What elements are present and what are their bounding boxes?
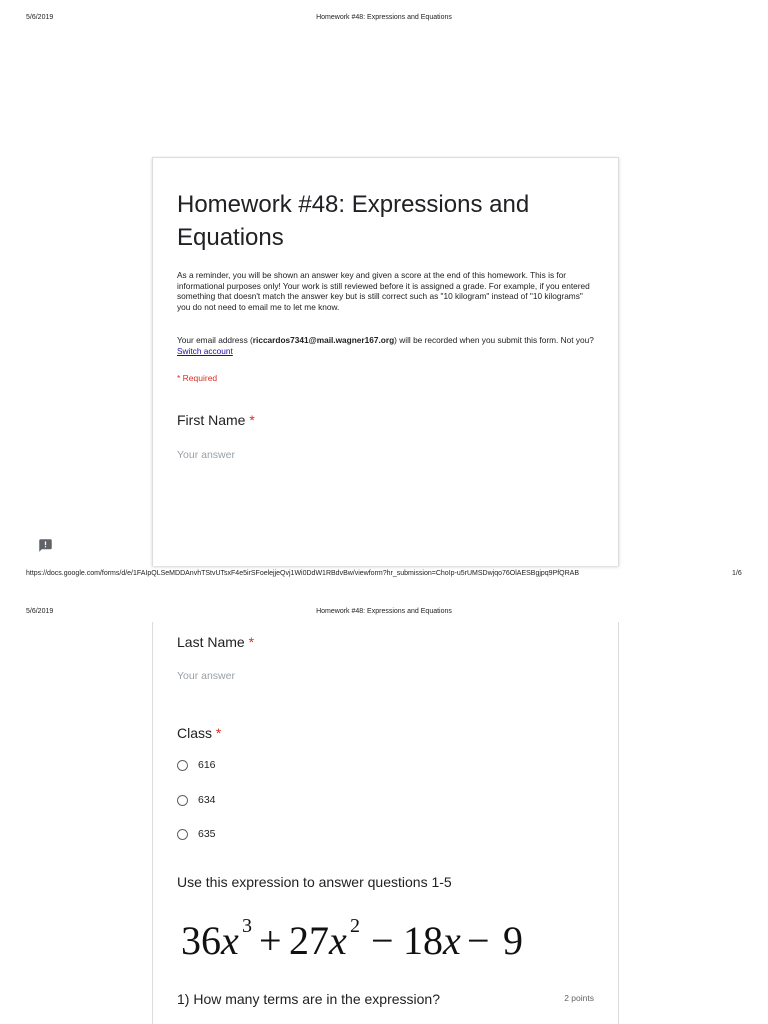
required-star: * — [248, 634, 255, 650]
operator-minus-2: − — [467, 918, 490, 962]
class-option-label: 635 — [198, 828, 216, 840]
email-suffix: ) will be recorded when you submit this form. Not you? — [394, 335, 594, 345]
term-2-exp: 2 — [350, 915, 360, 937]
email-prefix: Your email address ( — [177, 335, 253, 345]
first-name-input[interactable]: Your answer — [177, 449, 235, 461]
print-title-2: Homework #48: Expressions and Equations — [316, 608, 452, 615]
question-1-points: 2 points — [564, 993, 594, 1003]
required-note: * Required — [177, 373, 218, 383]
radio-unchecked-icon[interactable] — [177, 795, 188, 806]
print-date-2: 5/6/2019 — [26, 608, 54, 615]
term-4-constant: 9 — [503, 918, 523, 962]
term-3-coef: 18 — [403, 918, 443, 962]
class-option-635[interactable] — [177, 826, 216, 842]
first-name-label — [177, 412, 255, 428]
term-3-var: x — [443, 918, 461, 962]
print-title: Homework #48: Expressions and Equations — [316, 14, 452, 21]
form-questions-card — [152, 622, 619, 1024]
class-label — [177, 725, 221, 741]
class-option-634[interactable] — [177, 792, 216, 808]
operator-minus: − — [371, 918, 394, 962]
radio-unchecked-icon[interactable] — [177, 760, 188, 771]
class-option-616[interactable] — [177, 757, 216, 773]
form-title: Homework #48: Expressions and Equations — [177, 191, 530, 251]
last-name-label — [177, 634, 254, 650]
class-label-text: Class — [177, 725, 213, 741]
last-name-input[interactable]: Your answer — [177, 670, 235, 682]
term-2-var: x — [329, 918, 347, 962]
term-2-coef: 27 — [289, 918, 329, 962]
required-star: * — [249, 412, 255, 428]
expression-section-label: Use this expression to answer questions 1-5 — [177, 874, 452, 890]
polynomial-expression — [179, 912, 589, 962]
last-name-label-text: Last Name — [177, 634, 245, 650]
term-1-var: x — [221, 918, 239, 962]
print-url: https://docs.google.com/forms/d/e/1FAIpQLSeMDDAnvhTStvUTsxF4e5irSFoelejjeQvj1Wi0DdW1RBdvBw/viewform?hr_submission=ChoIp-u5rUMSDwjqo76OlAESBgjpq9PfQRAB — [26, 570, 580, 577]
radio-unchecked-icon[interactable] — [177, 829, 188, 840]
class-option-label: 616 — [198, 759, 216, 771]
class-option-label: 634 — [198, 794, 216, 806]
operator-plus: + — [259, 918, 282, 962]
form-description: As a reminder, you will be shown an answer key and given a score at the end of this homework. This is for informational purposes only! Your work is still reviewed before it is assigned a grade. For example, if you entered something that doesn't match the answer key but is still correct such as "10 kilogram" instead of "10 kilograms" you do not need to email me to let me know. — [177, 270, 590, 312]
page-number: 1/6 — [732, 570, 742, 577]
first-name-label-text: First Name — [177, 412, 246, 428]
feedback-icon[interactable] — [38, 538, 53, 553]
required-star: * — [215, 725, 222, 741]
print-date: 5/6/2019 — [26, 14, 54, 21]
switch-account-link[interactable]: Switch account — [177, 345, 233, 356]
form-header-card — [152, 157, 619, 566]
term-1-coef: 36 — [181, 918, 221, 962]
email-notice — [177, 335, 597, 356]
term-1-exp: 3 — [242, 915, 252, 937]
email-address: riccardos7341@mail.wagner167.org — [252, 335, 395, 345]
question-1-label: 1) How many terms are in the expression? — [177, 991, 440, 1007]
